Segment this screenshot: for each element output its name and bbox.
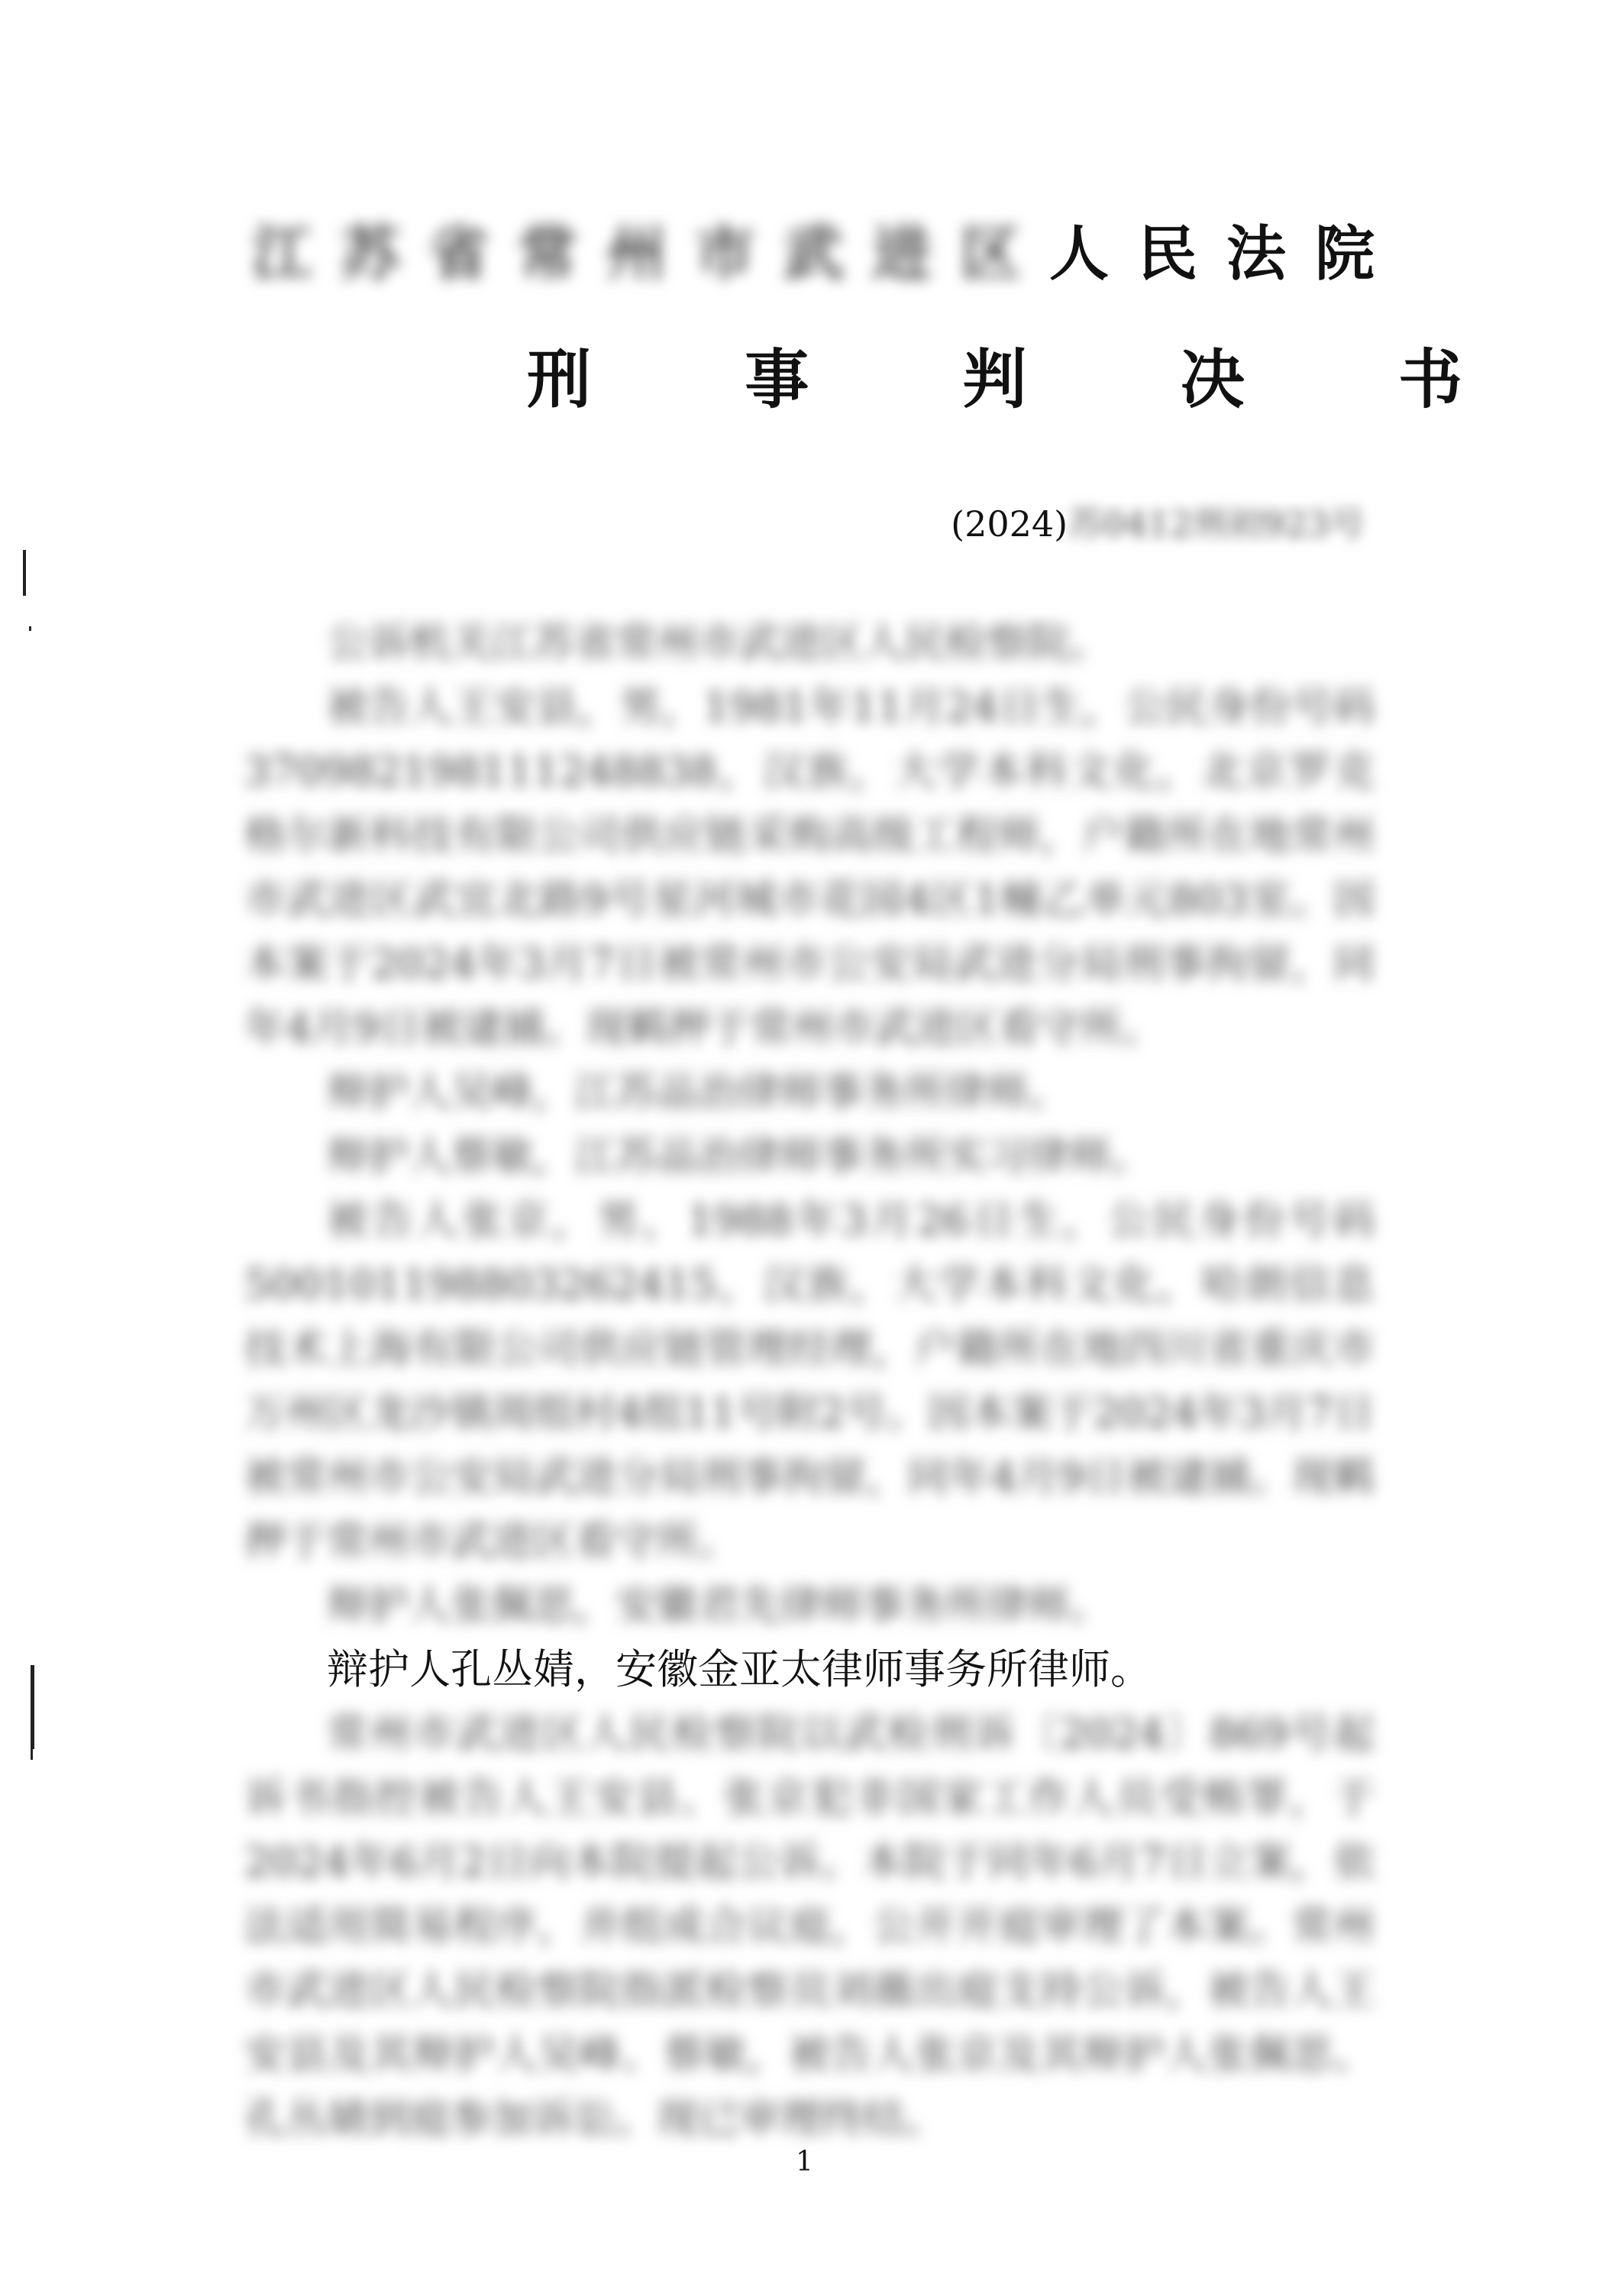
paragraph-redacted: 被告人张京，男，1988年3月26日生，公民身份号码500101198803262415，汉族，大学本科文化，哈朗信息技术上海有限公司供应链管理经理，户籍所在地四川省重庆市万州区龙沙镇周组村4组11号附2号。因本案于2024年3月7日被常州市公安局武进分局刑事拘留，同年4月9日被逮捕。现羁押于常州市武进区看守所。 xyxy=(244,1196,1375,1565)
margin-mark xyxy=(31,1749,33,1760)
judgment-body xyxy=(244,611,1375,2151)
paragraph: 辩护人孔丛婧，安徽金亚太律师事务所律师。 xyxy=(327,1645,1152,1693)
page-number: 1 xyxy=(796,2146,813,2178)
case-year: (2024) xyxy=(951,503,1068,545)
margin-mark xyxy=(29,626,31,631)
margin-mark xyxy=(31,1665,34,1749)
court-name-redacted: 江苏省常州市武进区 xyxy=(252,219,1050,289)
court-name-visible: 人民法院 xyxy=(1049,219,1404,289)
case-number-redacted: 苏0412刑初923号 xyxy=(1068,503,1365,545)
margin-mark xyxy=(23,550,26,596)
paragraph-redacted: 辩护人张佩思，安徽君先律师事务所律师。 xyxy=(327,1581,1110,1629)
paragraph-redacted: 辩护人吴峰，江苏品治律师事务所律师。 xyxy=(327,1068,1069,1116)
court-name xyxy=(252,206,1404,290)
paragraph-redacted: 公诉机关江苏省常州市武进区人民检察院。 xyxy=(327,619,1110,667)
paragraph-redacted: 被告人王安县，男，1981年11月24日生，公民身份号码370982198111248838，汉族，大学本科文化，北京罗克格尔新科技有限公司供应链采购高级工程师，户籍所在地常州市武进区武宜北路9号星河城市花园4区1幢乙单元803室。因本案于2024年3月7日被常州市公安局武进分局刑事拘留，同年4月9日被逮捕。现羁押于常州市武进区看守所。 xyxy=(244,683,1375,1052)
document-title: 刑 事 判 决 书 xyxy=(527,341,1528,417)
paragraph-redacted: 辩护人蔡敏，江苏品治律师事务所实习律师。 xyxy=(327,1132,1152,1180)
paragraph-redacted: 常州市武进区人民检察院以武检刑诉〔2024〕869号起诉书指控被告人王安县、张京犯非国家工作人员受贿罪，于2024年6月2日向本院提起公诉。本院于同年6月7日立案，依法适用简易程序，并组成合议庭，公开开庭审理了本案。常州市武进区人民检察院指派检察员刘薇出庭支持公诉，被告人王安县及其辩护人吴峰、蔡敏，被告人张京及其辩护人张佩思、孔丛婧到庭参加诉讼。现已审理终结。 xyxy=(244,1709,1375,2142)
case-number xyxy=(951,496,1365,547)
